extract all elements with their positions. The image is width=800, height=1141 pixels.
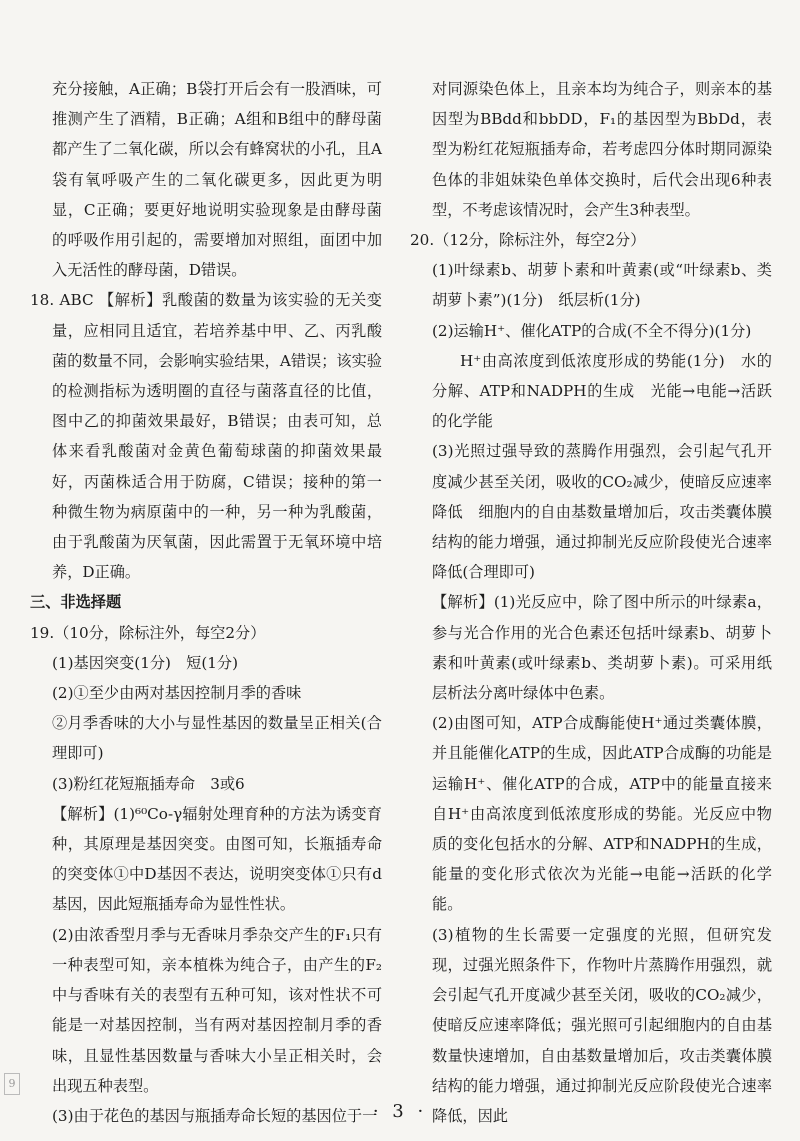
- q20-header: 20.（12分，除标注外，每空2分）: [410, 231, 646, 250]
- q17-continuation: 充分接触，A正确；B袋打开后会有一股酒味，可推测产生了酒精，B正确；A组和B组中的酵母菌都产生了二氧化碳，所以会有蜂窝状的小孔，且A袋有氧呼吸产生的二氧化碳更多，因此更为明显，C正确；要更好地说明实验现象是由酵母菌的呼吸作用引起的，需要增加对照组，面团中加入无活性的酵母菌，D错误。: [52, 80, 382, 280]
- q20-analysis-1: 【解析】(1)光反应中，除了图中所示的叶绿素a，参与光合作用的光合色素还包括叶绿素b、胡萝卜素和叶黄素(或叶绿素b、类胡萝卜素)。可采用纸层析法分离叶绿体中色素。: [432, 593, 772, 703]
- q19-answer-1: (1)基因突变(1分) 短(1分): [52, 653, 239, 672]
- q20-analysis-2: (2)由图可知，ATP合成酶能使H⁺通过类囊体膜，并且能催化ATP的生成，因此ATP合成酶的功能是运输H⁺、催化ATP的合成，ATP中的能量直接来自H⁺由高浓度到低浓度形成的势能。光反应中物质的变化包括水的分解、ATP和NADPH的生成，能量的变化形式依次为光能→电能→活跃的化学能。: [432, 714, 772, 914]
- q19-continuation: 对同源染色体上，且亲本均为纯合子，则亲本的基因型为BBdd和bbDD，F₁的基因型为BbDd，表型为粉红花短瓶插寿命，若考虑四分体时期同源染色体的非姐妹染色单体交换时，后代会出现6种表型，不考虑该情况时，会产生3种表型。: [432, 80, 772, 219]
- q20-answer-3: (3)光照过强导致的蒸腾作用强烈，会引起气孔开度减少甚至关闭，吸收的CO₂减少，使暗反应速率降低 细胞内的自由基数量增加后，攻击类囊体膜结构的能力增强，通过抑制光反应阶段使光合速率降低(合理即可): [432, 442, 772, 582]
- q20-answer-1: (1)叶绿素b、胡萝卜素和叶黄素(或“叶绿素b、类胡萝卜素”)(1分) 纸层析(1分): [432, 261, 772, 310]
- q19-answer-2b: ②月季香味的大小与显性基因的数量呈正相关(合理即可): [52, 714, 382, 763]
- left-column: [30, 74, 382, 1131]
- q19-header: 19.（10分，除标注外，每空2分）: [30, 623, 266, 642]
- q20-answer-2: (2)运输H⁺、催化ATP的合成(不全不得分)(1分): [432, 321, 752, 340]
- q18-answer: 18. ABC 【解析】乳酸菌的数量为该实验的无关变量，应相同且适宜，若培养基中甲、乙、丙乳酸菌的数量不同，会影响实验结果，A错误；该实验的检测指标为透明圈的直径与菌落直径的比值，图中乙的抑菌效果最好，B错误；由表可知，总体来看乳酸菌对金黄色葡萄球菌的抑菌效果最好，丙菌株适合用于防腐，C错误；接种的第一种微生物为病原菌中的一种，另一种为乳酸菌，由于乳酸菌为厌氧菌，因此需置于无氧环境中培养，D正确。: [30, 291, 382, 582]
- q19-analysis-1: 【解析】(1)⁶⁰Co-γ辐射处理育种的方法为诱变育种，其原理是基因突变。由图可知，长瓶插寿命的突变体①中D基因不表达，说明突变体①只有d基因，因此短瓶插寿命为显性性状。: [52, 804, 382, 914]
- right-column: [410, 74, 772, 1131]
- section-heading: 三、非选择题: [30, 593, 122, 612]
- page-number: · 3 ·: [372, 1101, 428, 1122]
- q20-analysis-3: (3)植物的生长需要一定强度的光照，但研究发现，过强光照条件下，作物叶片蒸腾作用强烈，就会引起气孔开度减少甚至关闭，吸收的CO₂减少，使暗反应速率降低；强光照可引起细胞内的自由基数量快速增加，自由基数量增加后，攻击类囊体膜结构的能力增强，通过抑制光反应阶段使光合速率降低，因此: [432, 925, 772, 1125]
- q19-analysis-2: (2)由浓香型月季与无香味月季杂交产生的F₁只有一种表型可知，亲本植株为纯合子，由产生的F₂中与香味有关的表型有五种可知，该对性状不可能是一对基因控制，当有两对基因控制月季的香味，且显性基因数量与香味大小呈正相关时，会出现五种表型。: [52, 925, 382, 1095]
- q20-answer-2b: H⁺由高浓度到低浓度形成的势能(1分) 水的分解、ATP和NADPH的生成 光能→电能→活跃的化学能: [432, 351, 772, 431]
- q19-analysis-3: (3)由于花色的基因与瓶插寿命长短的基因位于一: [52, 1106, 378, 1125]
- q19-answer-3: (3)粉红花短瓶插寿命 3或6: [52, 774, 245, 793]
- corner-mark: 9: [4, 1073, 20, 1095]
- q19-answer-2a: (2)①至少由两对基因控制月季的香味: [52, 684, 302, 703]
